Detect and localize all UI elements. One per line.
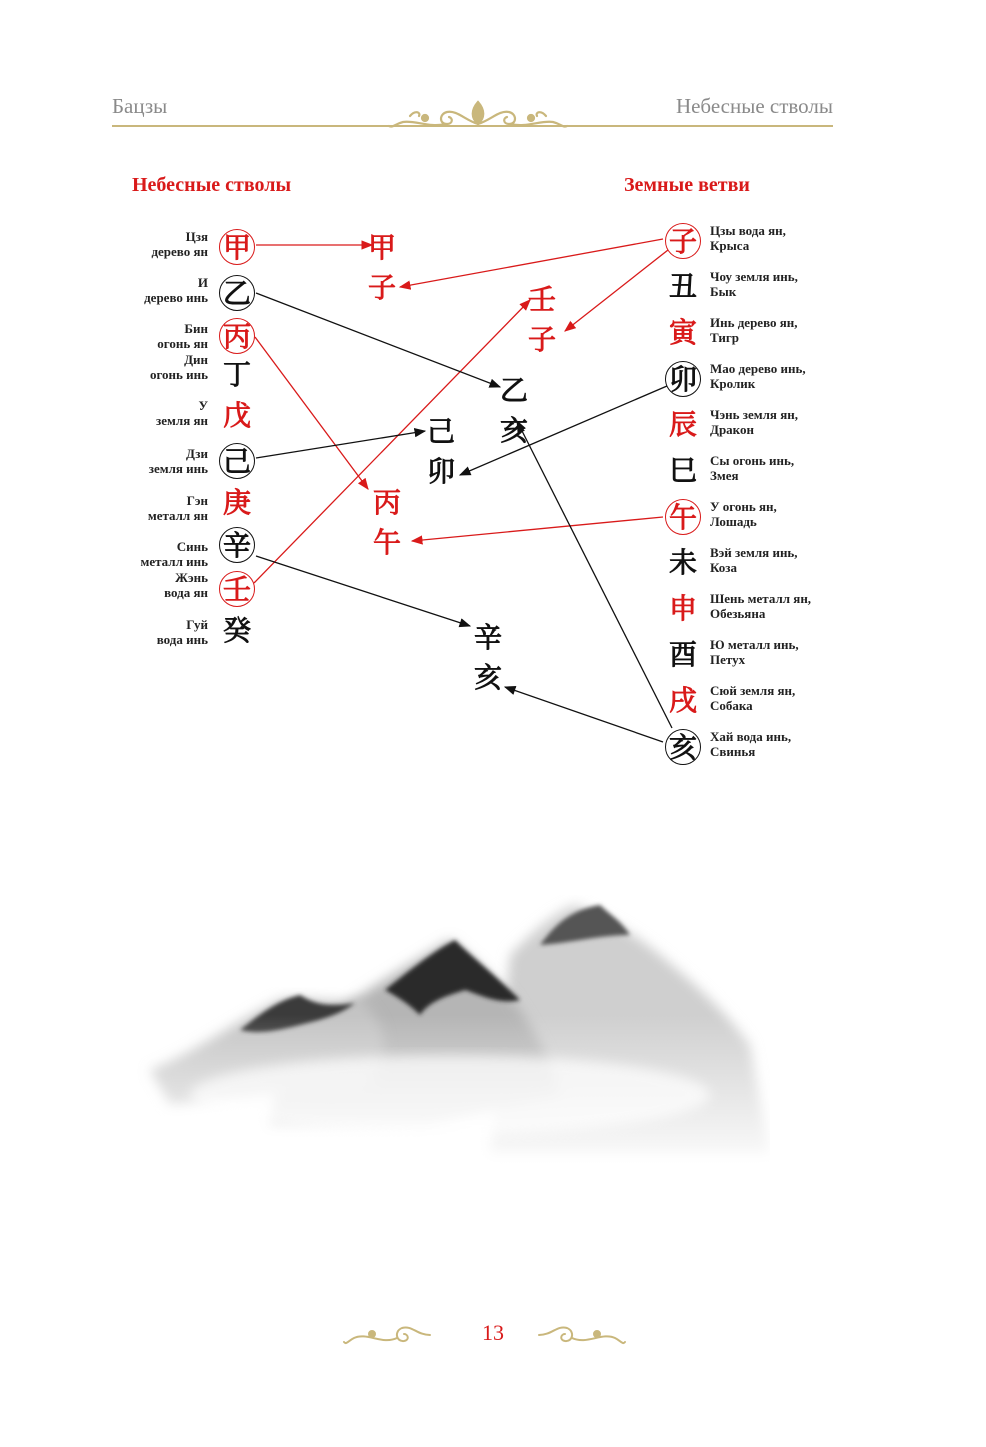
stem-glyph: 丙 xyxy=(219,318,255,354)
branches-title: Земные ветви xyxy=(624,174,750,196)
running-header-right: Небесные стволы xyxy=(675,94,833,118)
stem-label: Цзя дерево ян xyxy=(151,229,208,259)
branch-label: Ю металл инь, Петух xyxy=(710,637,799,667)
combo-xin-hai: 辛 亥 xyxy=(473,621,502,694)
arrow-hai-to-xinhai xyxy=(505,687,663,742)
branch-glyph: 未 xyxy=(668,546,697,579)
stem-label: У земля ян xyxy=(156,398,208,428)
arrow-zi-to-jiazi xyxy=(400,239,663,287)
page-number: 13 xyxy=(482,1320,504,1345)
arrow-xin-to-xinhai xyxy=(256,556,470,626)
stem-label: Синь металл инь xyxy=(140,539,208,569)
branch-glyph: 子 xyxy=(665,223,701,259)
stem-label: Дзи земля инь xyxy=(148,446,208,476)
branch-label: Шень металл ян, Обезьяна xyxy=(710,591,812,621)
stem-glyph: 庚 xyxy=(222,486,251,519)
stem-label: Дин огонь инь xyxy=(149,352,208,382)
stem-glyph: 己 xyxy=(219,443,255,479)
branch-glyph: 丑 xyxy=(668,270,697,303)
arrow-yi-to-yihai xyxy=(256,293,500,387)
arrow-bing-to-bingwu xyxy=(255,337,368,489)
branch-glyph: 卯 xyxy=(665,361,701,397)
combo-jia-zi: 甲 子 xyxy=(367,231,396,304)
branch-label: Хай вода инь, Свинья xyxy=(710,729,792,759)
branch-glyph: 戌 xyxy=(668,684,697,717)
combo-yi-hai: 乙 亥 xyxy=(499,374,528,447)
mountains-illustration xyxy=(130,895,770,1175)
stem-label: Бин огонь ян xyxy=(157,321,208,351)
stem-label: Гуй вода инь xyxy=(156,617,208,647)
stem-glyph: 癸 xyxy=(222,614,251,647)
branch-label: Цзы вода ян, Крыса xyxy=(710,223,786,253)
combo-bing-wu: 丙 午 xyxy=(372,486,401,559)
arrow-ji-to-jimao xyxy=(256,431,425,458)
branch-label: Сюй земля ян, Собака xyxy=(710,683,796,713)
arrow-zi-to-renzi xyxy=(565,250,668,331)
combo-ren-zi: 壬 子 xyxy=(527,283,556,356)
branch-label: Чоу земля инь, Бык xyxy=(710,269,798,299)
page-ornament-right xyxy=(537,1320,627,1350)
branch-label: Сы огонь инь, Змея xyxy=(710,453,795,483)
stem-glyph: 壬 xyxy=(219,571,255,607)
stem-glyph: 戊 xyxy=(222,399,251,432)
arrow-mao-to-jimao xyxy=(460,386,667,475)
arrow-ren-to-renzi xyxy=(254,300,530,583)
branch-glyph: 巳 xyxy=(668,454,697,487)
branch-glyph: 酉 xyxy=(668,638,697,671)
stem-label: И дерево инь xyxy=(144,275,208,305)
stem-glyph: 甲 xyxy=(219,229,255,265)
branch-label: Чэнь земля ян, Дракон xyxy=(710,407,798,437)
arrow-wu-to-bingwu xyxy=(412,517,663,541)
branch-label: Мао дерево инь, Кролик xyxy=(710,361,806,391)
stem-label: Гэн металл ян xyxy=(147,493,208,523)
branch-label: Вэй земля инь, Коза xyxy=(710,545,798,575)
arrow-hai-to-yihai xyxy=(517,421,672,728)
branch-label: У огонь ян, Лошадь xyxy=(710,499,777,529)
stems-title: Небесные стволы xyxy=(132,174,292,196)
branch-glyph: 申 xyxy=(668,592,697,625)
stem-label: Жэнь вода ян xyxy=(164,570,208,600)
branch-label: Инь дерево ян, Тигр xyxy=(710,315,798,345)
branch-glyph: 寅 xyxy=(668,316,697,349)
branch-glyph: 亥 xyxy=(665,729,701,765)
running-header-left: Бацзы xyxy=(112,94,168,118)
combo-ji-mao: 己 卯 xyxy=(426,415,455,488)
stem-glyph: 乙 xyxy=(219,275,255,311)
stem-glyph: 丁 xyxy=(222,358,251,391)
stem-glyph: 辛 xyxy=(219,527,255,563)
branch-glyph: 午 xyxy=(665,499,701,535)
branch-glyph: 辰 xyxy=(668,408,697,441)
